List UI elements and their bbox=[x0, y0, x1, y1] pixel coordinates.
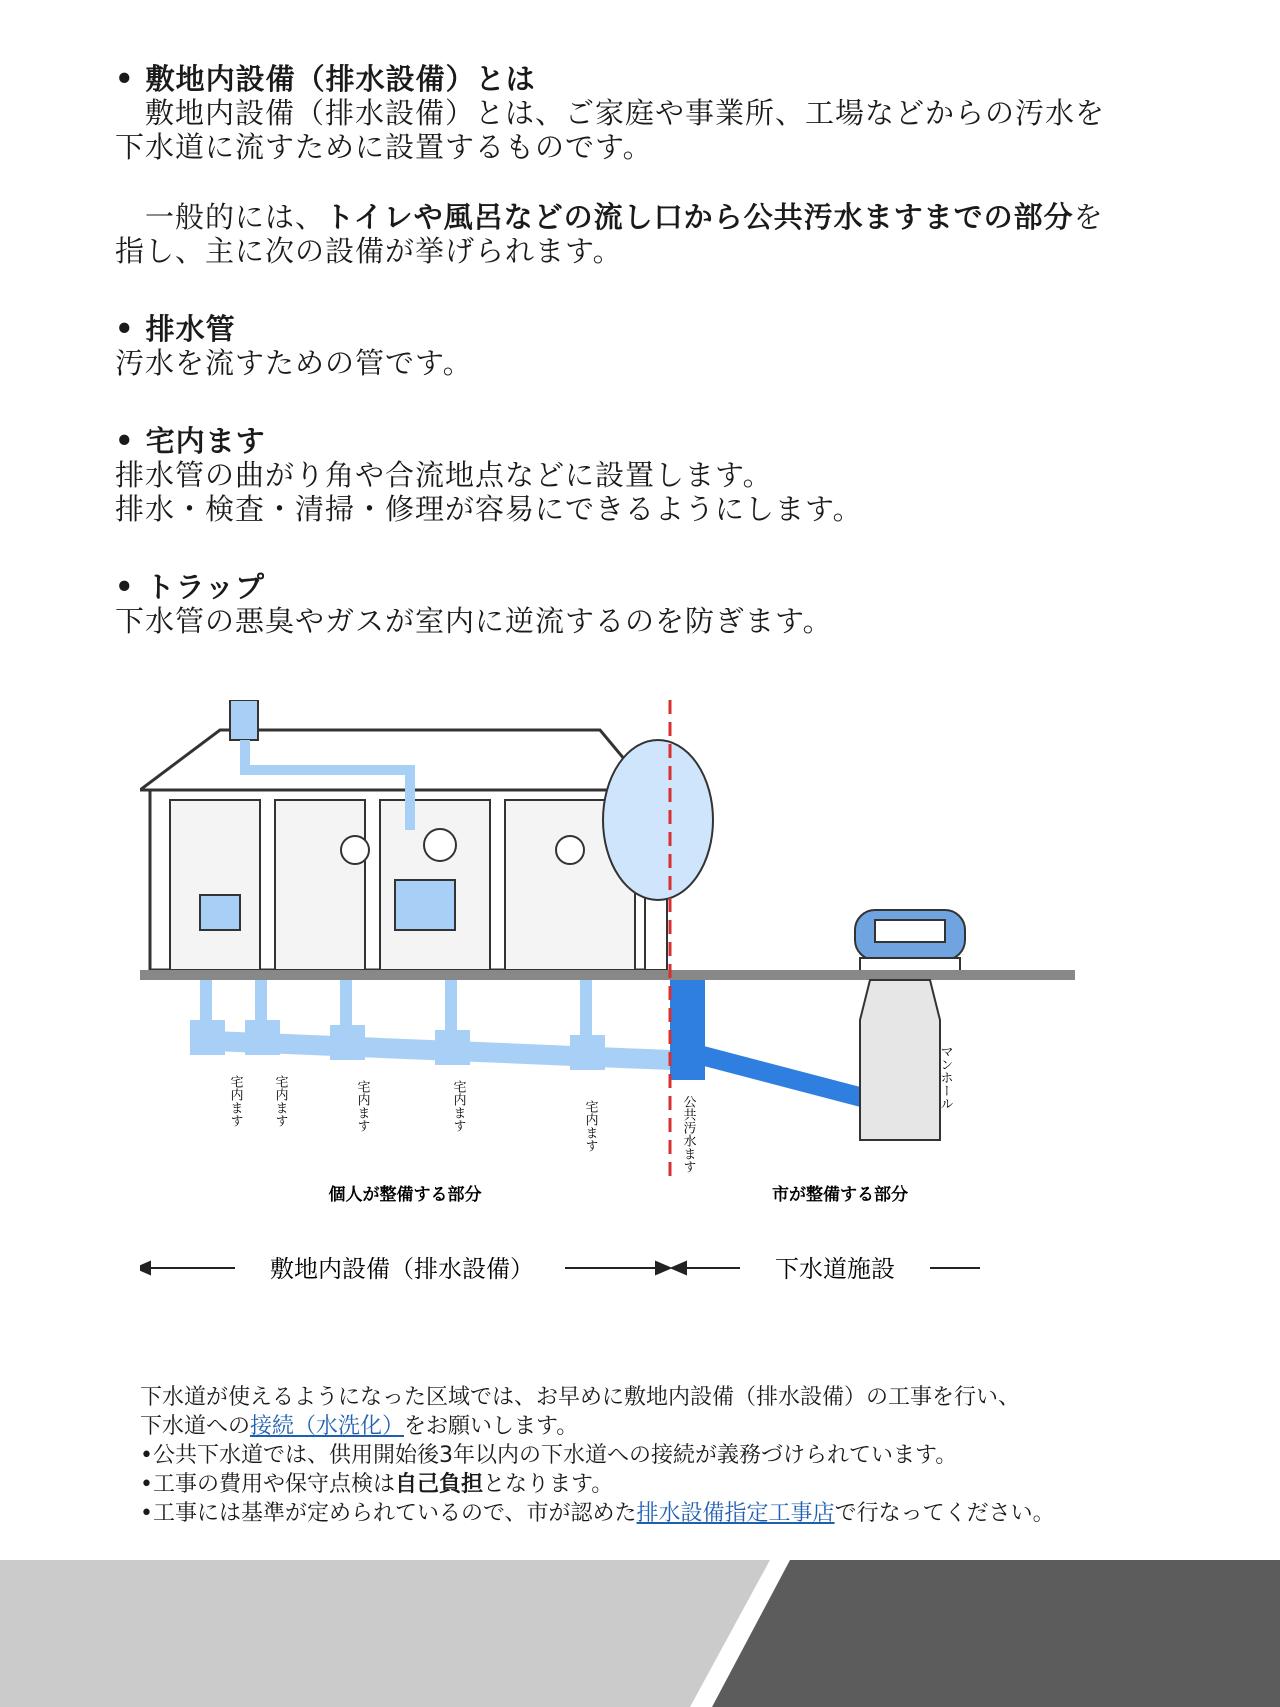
note-line-1: 下水道が使えるようになった区域では、お早めに敷地内設備（排水設備）の工事を行い、 bbox=[140, 1385, 1021, 1410]
private-label: 個人が整備する部分 bbox=[328, 1185, 482, 1205]
note-line-4-post: となります。 bbox=[483, 1472, 614, 1497]
note-line-2-pre: 下水道への bbox=[140, 1414, 251, 1439]
note-line-3: •公共下水道では、供用開始後3年以内の下水道への接続が義務づけられています。 bbox=[140, 1443, 958, 1468]
footer-band bbox=[0, 1560, 1280, 1707]
note-line-5 bbox=[140, 1499, 1180, 1528]
masu-label-2: 宅内ます bbox=[272, 1075, 288, 1127]
masu-label-3: 宅内ます bbox=[354, 1080, 370, 1132]
note-line-4-bold: 自己負担 bbox=[394, 1472, 483, 1497]
masu-label-5: 宅内ます bbox=[582, 1100, 598, 1152]
contractor-link[interactable]: 排水設備指定工事店 bbox=[636, 1501, 835, 1526]
intro-para2-pre: 一般的には、 bbox=[115, 200, 326, 234]
manhole-label: マンホール bbox=[937, 1045, 953, 1110]
connection-link[interactable]: 接続（水洗化） bbox=[250, 1414, 405, 1439]
item-desc-masu-2: 排水・検査・清掃・修理が容易にできるようにします。 bbox=[115, 492, 863, 526]
spacer bbox=[115, 268, 1175, 312]
masu-label-4: 宅内ます bbox=[450, 1080, 466, 1132]
house-illustration bbox=[140, 700, 650, 970]
spacer bbox=[115, 526, 1175, 570]
intro-title: • 敷地内設備（排水設備）とは bbox=[115, 62, 536, 96]
note-line-2-post: をお願いします。 bbox=[404, 1414, 579, 1439]
item-title-masu: • 宅内ます bbox=[115, 424, 266, 458]
spacer bbox=[115, 380, 1175, 424]
ground-line bbox=[140, 970, 1075, 980]
manhole-shape bbox=[860, 980, 940, 1140]
car-illustration bbox=[855, 910, 965, 972]
item-desc-pipe: 汚水を流すための管です。 bbox=[115, 346, 473, 380]
item-title-trap: • トラップ bbox=[115, 570, 266, 604]
left-arrow-label: 敷地内設備（排水設備） bbox=[270, 1255, 534, 1283]
intro-para1-line2: 下水道に流すために設置するものです。 bbox=[115, 130, 653, 164]
private-pipes bbox=[190, 980, 670, 1070]
intro-para1-line1: 敷地内設備（排水設備）とは、ご家庭や事業所、工場などからの汚水を bbox=[115, 96, 1106, 130]
note-line-4 bbox=[140, 1470, 1180, 1499]
right-arrow-label: 下水道施設 bbox=[775, 1255, 895, 1283]
item-desc-masu-1: 排水管の曲がり角や合流地点などに設置します。 bbox=[115, 458, 773, 492]
note-line-4-pre: •工事の費用や保守点検は bbox=[140, 1472, 395, 1497]
intro-para2-bold: トイレや風呂などの流し口から公共汚水ますまでの部分 bbox=[325, 200, 1074, 234]
item-desc-trap: 下水管の悪臭やガスが室内に逆流するのを防ぎます。 bbox=[115, 604, 833, 638]
main-content bbox=[115, 62, 1175, 638]
city-label: 市が整備する部分 bbox=[772, 1185, 908, 1205]
item-title-pipe: • 排水管 bbox=[115, 312, 236, 346]
public-masu-label: 公共汚水ます bbox=[680, 1095, 696, 1173]
notes-block bbox=[140, 1383, 1180, 1528]
intro-para2-line1 bbox=[115, 200, 1175, 234]
footer-band-dark bbox=[712, 1560, 1280, 1707]
intro-para2-line2: 指し、主に次の設備が挙げられます。 bbox=[115, 234, 623, 268]
masu-label-1: 宅内ます bbox=[227, 1075, 243, 1127]
note-line-5-post: で行なってください。 bbox=[834, 1501, 1055, 1526]
spacer bbox=[115, 164, 1175, 200]
drainage-diagram bbox=[140, 700, 1080, 1320]
note-line-5-pre: •工事には基準が定められているので、市が認めた bbox=[140, 1501, 637, 1526]
intro-para2-post: を bbox=[1073, 200, 1104, 234]
footer-band-light bbox=[0, 1560, 770, 1707]
note-line-2 bbox=[140, 1412, 1180, 1441]
